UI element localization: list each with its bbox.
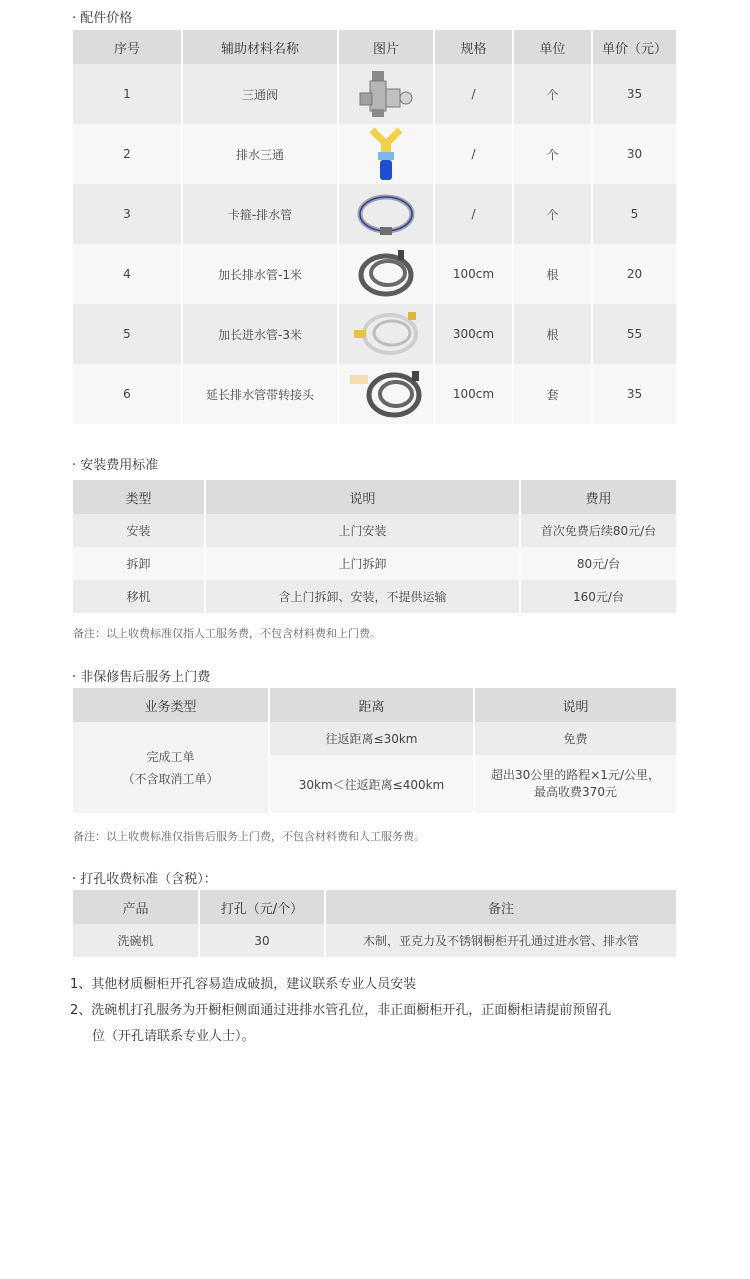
cell-price: 20 bbox=[592, 244, 676, 304]
drain-hose-icon bbox=[338, 244, 434, 304]
header-drill-price: 打孔（元/个） bbox=[199, 890, 325, 924]
table-row bbox=[73, 364, 676, 424]
cell-type: 安装 bbox=[73, 514, 205, 547]
table-row bbox=[73, 722, 676, 755]
cell-business-type bbox=[73, 722, 269, 813]
table-row bbox=[73, 124, 676, 184]
cell-spec: / bbox=[434, 124, 513, 184]
cell-unit: 根 bbox=[513, 244, 592, 304]
cell-unit: 根 bbox=[513, 304, 592, 364]
cell-name: 三通阀 bbox=[182, 64, 338, 124]
cell-price: 5 bbox=[592, 184, 676, 244]
cell-type: 移机 bbox=[73, 580, 205, 613]
header-remark: 备注 bbox=[325, 890, 676, 924]
cell-spec: / bbox=[434, 184, 513, 244]
cell-no: 3 bbox=[73, 184, 182, 244]
cell-distance: 30km＜往返距离≤400km bbox=[269, 755, 474, 813]
note-line-3: 位（开孔请联系专业人士）。 bbox=[92, 1029, 255, 1044]
cell-distance: 往返距离≤30km bbox=[269, 722, 474, 755]
table-header-row bbox=[73, 890, 676, 924]
table-header-row bbox=[73, 30, 676, 64]
tee-valve-icon bbox=[338, 64, 434, 124]
cell-remark: 木制，亚克力及不锈钢橱柜开孔通过进水管、排水管 bbox=[325, 924, 676, 957]
header-product: 产品 bbox=[73, 890, 199, 924]
table-row bbox=[73, 514, 676, 547]
business-type-line: 完成工单 bbox=[146, 749, 195, 764]
cell-desc: 上门拆卸 bbox=[205, 547, 520, 580]
table-header-row bbox=[73, 688, 676, 722]
install-note: 备注：以上收费标准仅指人工服务费，不包含材料费和上门费。 bbox=[73, 627, 381, 640]
cell-type: 拆卸 bbox=[73, 547, 205, 580]
cell-name: 加长排水管-1米 bbox=[182, 244, 338, 304]
cell-spec: 100cm bbox=[434, 244, 513, 304]
cell-desc: 免费 bbox=[474, 722, 676, 755]
cell-price: 55 bbox=[592, 304, 676, 364]
cell-unit: 个 bbox=[513, 184, 592, 244]
cell-fee: 80元/台 bbox=[520, 547, 676, 580]
cell-unit: 个 bbox=[513, 124, 592, 184]
install-fee-table bbox=[73, 480, 676, 613]
cell-name: 排水三通 bbox=[182, 124, 338, 184]
cell-no: 5 bbox=[73, 304, 182, 364]
cell-price: 35 bbox=[592, 364, 676, 424]
cell-fee: 首次免费后续80元/台 bbox=[520, 514, 676, 547]
cell-spec: / bbox=[434, 64, 513, 124]
desc-line: 超出30公里的路程×1元/公里， bbox=[490, 768, 660, 782]
cell-name: 延长排水管带转接头 bbox=[182, 364, 338, 424]
inlet-hose-icon bbox=[338, 304, 434, 364]
cell-desc: 上门安装 bbox=[205, 514, 520, 547]
header-desc: 说明 bbox=[205, 480, 520, 514]
table-row bbox=[73, 184, 676, 244]
cell-desc bbox=[474, 755, 676, 813]
drain-tee-icon bbox=[338, 124, 434, 184]
header-fee: 费用 bbox=[520, 480, 676, 514]
hose-clamp-icon bbox=[338, 184, 434, 244]
header-distance: 距离 bbox=[269, 688, 474, 722]
cell-fee: 160元/台 bbox=[520, 580, 676, 613]
header-name: 辅助材料名称 bbox=[182, 30, 338, 64]
table-row bbox=[73, 64, 676, 124]
cell-desc: 含上门拆卸、安装，不提供运输 bbox=[205, 580, 520, 613]
header-image: 图片 bbox=[338, 30, 434, 64]
desc-line: 最高收费370元 bbox=[534, 785, 617, 799]
table-row bbox=[73, 547, 676, 580]
drilling-fee-table bbox=[73, 890, 676, 957]
cell-product: 洗碗机 bbox=[73, 924, 199, 957]
header-no: 序号 bbox=[73, 30, 182, 64]
table-row bbox=[73, 924, 676, 957]
table-row bbox=[73, 580, 676, 613]
header-business-type: 业务类型 bbox=[73, 688, 269, 722]
parts-section-title: · 配件价格 bbox=[72, 11, 133, 26]
cell-price: 35 bbox=[592, 64, 676, 124]
cell-price: 30 bbox=[592, 124, 676, 184]
cell-name: 加长进水管-3米 bbox=[182, 304, 338, 364]
header-unit: 单位 bbox=[513, 30, 592, 64]
service-fee-table bbox=[73, 688, 676, 813]
note-line-2: 2、洗碗机打孔服务为开橱柜侧面通过进排水管孔位，非正面橱柜开孔，正面橱柜请提前预留孔 bbox=[70, 1003, 612, 1018]
drilling-section-title: · 打孔收费标准（含税）： bbox=[72, 872, 217, 887]
header-spec: 规格 bbox=[434, 30, 513, 64]
table-row bbox=[73, 244, 676, 304]
parts-price-table bbox=[73, 30, 676, 424]
table-row bbox=[73, 304, 676, 364]
cell-no: 2 bbox=[73, 124, 182, 184]
cell-no: 1 bbox=[73, 64, 182, 124]
header-type: 类型 bbox=[73, 480, 205, 514]
cell-name: 卡箍-排水管 bbox=[182, 184, 338, 244]
table-header-row bbox=[73, 480, 676, 514]
header-price: 单价（元） bbox=[592, 30, 676, 64]
cell-spec: 300cm bbox=[434, 304, 513, 364]
cell-no: 6 bbox=[73, 364, 182, 424]
business-type-subline: （不含取消工单） bbox=[122, 771, 219, 786]
cell-unit: 套 bbox=[513, 364, 592, 424]
note-line-1: 1、其他材质橱柜开孔容易造成破损，建议联系专业人员安装 bbox=[70, 977, 417, 992]
cell-no: 4 bbox=[73, 244, 182, 304]
cell-drill-price: 30 bbox=[199, 924, 325, 957]
service-section-title: · 非保修售后服务上门费 bbox=[72, 670, 211, 685]
install-section-title: · 安装费用标准 bbox=[72, 458, 159, 473]
cell-spec: 100cm bbox=[434, 364, 513, 424]
header-desc: 说明 bbox=[474, 688, 676, 722]
service-note: 备注：以上收费标准仅指售后服务上门费，不包含材料费和人工服务费。 bbox=[73, 830, 425, 843]
extension-hose-icon bbox=[338, 364, 434, 424]
cell-unit: 个 bbox=[513, 64, 592, 124]
